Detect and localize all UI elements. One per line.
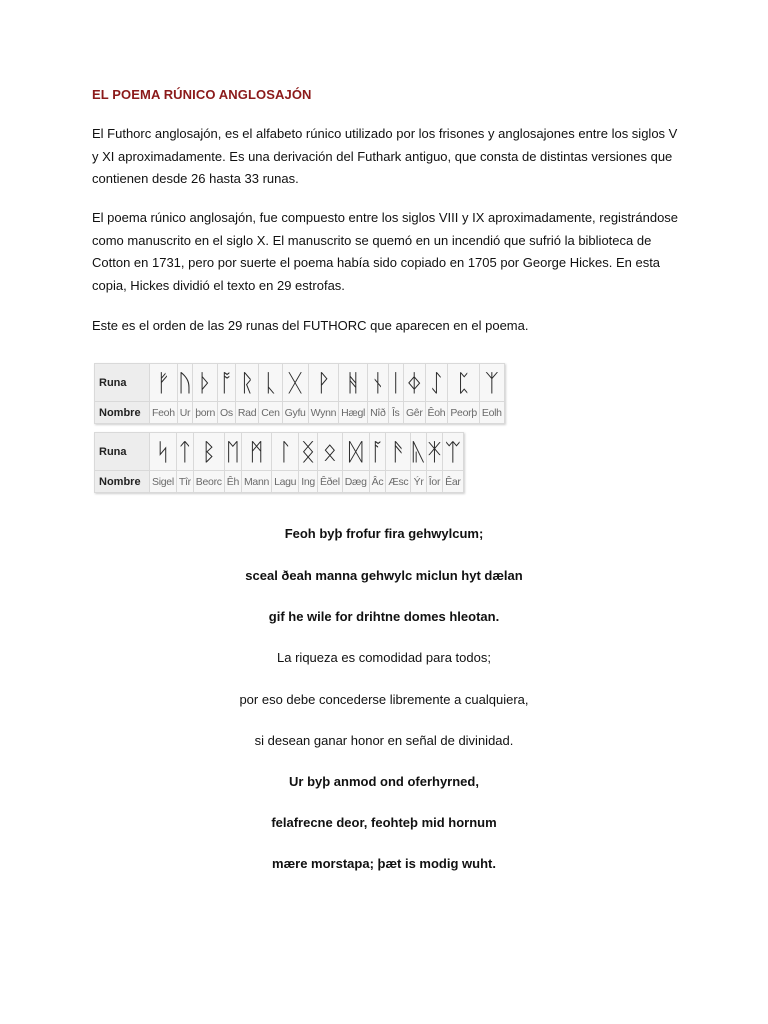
text-line: El poema rúnico anglosajón, fue compuesto entre los siglos VIII y IX aproximadamente, registrándose	[92, 210, 679, 225]
rune-glyph: ᛖ	[224, 433, 241, 471]
rune-name: Hægl	[339, 402, 368, 424]
rune-name: Gyfu	[282, 402, 308, 424]
rune-name: Ing	[299, 471, 318, 493]
rune-name: Eolh	[479, 402, 504, 424]
verse-line: si desean ganar honor en señal de divinidad.	[254, 733, 514, 748]
rune-name: þorn	[193, 402, 218, 424]
rune-row	[95, 433, 464, 471]
verse-line: La riqueza es comodidad para todos;	[277, 650, 491, 665]
verse-line: Ur byþ anmod ond oferhyrned,	[289, 774, 479, 789]
rune-name: Gêr	[403, 402, 425, 424]
rune-glyph: ᚾ	[368, 364, 388, 402]
rune-name-row	[95, 471, 464, 493]
rune-name: Mann	[241, 471, 271, 493]
rune-glyph: ᛠ	[443, 433, 463, 471]
rune-glyph: ᚠ	[150, 364, 178, 402]
rune-table-2	[94, 432, 464, 493]
rune-glyph: ᚱ	[235, 364, 258, 402]
rune-name: Dæg	[342, 471, 369, 493]
rune-glyph: ᛚ	[272, 433, 299, 471]
rune-glyph: ᛝ	[299, 433, 318, 471]
rune-name: Êar	[443, 471, 463, 493]
paragraph-poem-history	[92, 207, 682, 297]
rune-glyph: ᚪ	[369, 433, 386, 471]
rune-glyph: ᚩ	[218, 364, 236, 402]
rune-glyph: ᚹ	[308, 364, 339, 402]
rune-glyph: ᚻ	[339, 364, 368, 402]
rune-glyph: ᛄ	[403, 364, 425, 402]
rune-glyph: ᛇ	[425, 364, 448, 402]
verse-line: por eso debe concederse libremente a cualquiera,	[239, 692, 529, 707]
rune-glyph: ᛞ	[342, 433, 369, 471]
rune-glyph: ᚷ	[282, 364, 308, 402]
rune-glyph: ᛋ	[150, 433, 177, 471]
rune-name: Æsc	[386, 471, 411, 493]
text-line: y XI aproximadamente. Es una derivación del Futhark antiguo, que consta de distintas versiones que	[92, 148, 673, 164]
verse-line: gif he wile for drihtne domes hleotan.	[268, 609, 500, 624]
rune-name: Lagu	[272, 471, 299, 493]
rune-name: Âc	[369, 471, 386, 493]
rune-glyph: ᚣ	[411, 433, 426, 471]
rune-name: Êðel	[317, 471, 342, 493]
rune-name: Tîr	[176, 471, 193, 493]
text-line: copia, Hickes dividió el texto en 29 estrofas.	[92, 277, 345, 293]
rune-name: Beorc	[193, 471, 224, 493]
text-line: como manuscrito en el siglo X. El manuscrito se quemó en un incendió que sufrió la biblioteca de	[92, 232, 652, 248]
rune-glyph: ᛈ	[448, 364, 480, 402]
page-title: EL POEMA RÚNICO ANGLOSAJÓN	[92, 87, 312, 102]
rune-name-row	[95, 402, 505, 424]
paragraph-futhorc-intro	[92, 123, 682, 191]
rune-glyph: ᛒ	[193, 433, 224, 471]
text-line: Este es el orden de las 29 runas del FUTHORC que aparecen en el poema.	[92, 318, 529, 333]
nombre-header: Nombre	[95, 402, 150, 424]
rune-glyph: ᚳ	[259, 364, 282, 402]
rune-row	[95, 364, 505, 402]
rune-name: Ur	[177, 402, 192, 424]
rune-glyph: ᛉ	[479, 364, 504, 402]
verse-line: felafrecne deor, feohteþ mid hornum	[271, 815, 497, 830]
rune-name: Îs	[388, 402, 403, 424]
text-line: El Futhorc anglosajón, es el alfabeto rúnico utilizado por los frisones y anglosajones entre los siglos V	[92, 126, 678, 141]
verse-line: sceal ðeah manna gehwylc miclun hyt dælan	[245, 568, 523, 583]
verse-line: mære morstapa; þæt is modig wuht.	[272, 856, 496, 871]
rune-name: Sigel	[150, 471, 177, 493]
rune-glyph: ᛡ	[426, 433, 442, 471]
text-line: Cotton en 1731, pero por suerte el poema había sido copiado en 1705 por George Hickes. En esta	[92, 255, 661, 270]
rune-name: Îor	[426, 471, 442, 493]
paragraph-rune-order	[92, 315, 682, 338]
rune-name: Peorþ	[448, 402, 480, 424]
rune-glyph: ᚢ	[177, 364, 192, 402]
runa-header: Runa	[95, 364, 150, 402]
rune-table-1	[94, 363, 505, 424]
rune-glyph: ᚦ	[193, 364, 218, 402]
text-line: contienen desde 26 hasta 33 runas.	[92, 171, 299, 186]
runa-header: Runa	[95, 433, 150, 471]
rune-glyph: ᛗ	[241, 433, 271, 471]
rune-name: Nîð	[368, 402, 388, 424]
rune-name: Cen	[259, 402, 282, 424]
rune-name: Êh	[224, 471, 241, 493]
rune-name: Êoh	[425, 402, 448, 424]
verse-line: Feoh byþ frofur fira gehwylcum;	[284, 526, 484, 541]
rune-name: Feoh	[150, 402, 178, 424]
rune-name: Wynn	[308, 402, 339, 424]
nombre-header: Nombre	[95, 471, 150, 493]
rune-glyph: ᚫ	[386, 433, 411, 471]
rune-glyph: ᛁ	[388, 364, 403, 402]
rune-name: Rad	[235, 402, 258, 424]
rune-glyph: ᛏ	[176, 433, 193, 471]
rune-glyph: ᛟ	[317, 433, 342, 471]
rune-name: Os	[218, 402, 236, 424]
rune-name: Ýr	[411, 471, 426, 493]
